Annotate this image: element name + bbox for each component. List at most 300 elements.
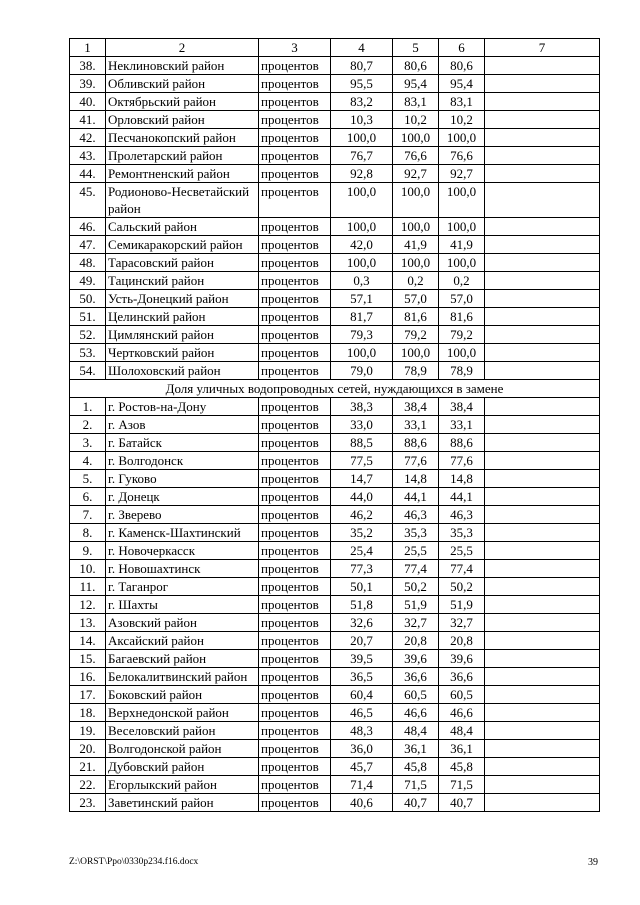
row-number: 2. [70,416,106,434]
row-unit: процентов [259,614,331,632]
row-unit: процентов [259,758,331,776]
table-row [70,506,600,524]
row-number: 23. [70,794,106,812]
row-value-col4: 25,4 [331,542,393,560]
row-empty-col7 [485,362,600,380]
row-value-col4: 44,0 [331,488,393,506]
row-value-col4: 20,7 [331,632,393,650]
row-number: 4. [70,452,106,470]
table-row [70,111,600,129]
row-empty-col7 [485,434,600,452]
table-row [70,183,600,218]
row-unit: процентов [259,560,331,578]
table-row [70,326,600,344]
row-value-col5: 0,2 [393,272,439,290]
row-value-col6: 83,1 [439,93,485,111]
row-unit: процентов [259,470,331,488]
row-unit: процентов [259,165,331,183]
row-name: Волгодонской район [106,740,259,758]
row-value-col6: 88,6 [439,434,485,452]
row-value-col4: 77,5 [331,452,393,470]
row-value-col6: 77,4 [439,560,485,578]
row-value-col4: 100,0 [331,344,393,362]
table-row [70,75,600,93]
row-empty-col7 [485,740,600,758]
row-unit: процентов [259,704,331,722]
row-value-col5: 77,6 [393,452,439,470]
row-unit: процентов [259,57,331,75]
row-value-col6: 100,0 [439,254,485,272]
row-name: г. Азов [106,416,259,434]
row-value-col6: 92,7 [439,165,485,183]
row-name: Семикаракорский район [106,236,259,254]
row-value-col6: 46,3 [439,506,485,524]
table-row [70,560,600,578]
row-empty-col7 [485,147,600,165]
table-row [70,57,600,75]
row-value-col6: 57,0 [439,290,485,308]
row-unit: процентов [259,578,331,596]
header-cell-7: 7 [485,39,600,57]
table-row [70,740,600,758]
row-value-col4: 39,5 [331,650,393,668]
row-number: 53. [70,344,106,362]
row-number: 41. [70,111,106,129]
row-value-col5: 44,1 [393,488,439,506]
row-value-col4: 10,3 [331,111,393,129]
table-row [70,650,600,668]
row-empty-col7 [485,75,600,93]
row-number: 40. [70,93,106,111]
row-unit: процентов [259,542,331,560]
row-value-col4: 57,1 [331,290,393,308]
row-value-col5: 92,7 [393,165,439,183]
row-number: 47. [70,236,106,254]
row-value-col4: 100,0 [331,218,393,236]
row-number: 38. [70,57,106,75]
row-value-col4: 100,0 [331,129,393,147]
section-row [70,380,600,398]
table-row [70,93,600,111]
row-value-col6: 39,6 [439,650,485,668]
row-value-col4: 76,7 [331,147,393,165]
row-value-col6: 100,0 [439,218,485,236]
row-number: 19. [70,722,106,740]
row-empty-col7 [485,470,600,488]
header-row [70,39,600,57]
row-value-col6: 36,6 [439,668,485,686]
row-name: г. Волгодонск [106,452,259,470]
row-value-col6: 0,2 [439,272,485,290]
header-cell-2: 2 [106,39,259,57]
row-value-col4: 80,7 [331,57,393,75]
row-value-col4: 71,4 [331,776,393,794]
row-value-col4: 0,3 [331,272,393,290]
row-value-col6: 44,1 [439,488,485,506]
row-name: Усть-Донецкий район [106,290,259,308]
table-row [70,290,600,308]
row-name: Аксайский район [106,632,259,650]
row-name: Обливский район [106,75,259,93]
table-row [70,722,600,740]
row-unit: процентов [259,452,331,470]
row-empty-col7 [485,488,600,506]
row-value-col5: 50,2 [393,578,439,596]
table-row [70,614,600,632]
data-table [69,38,600,812]
row-value-col5: 20,8 [393,632,439,650]
row-empty-col7 [485,57,600,75]
row-empty-col7 [485,165,600,183]
row-number: 48. [70,254,106,272]
page-number: 39 [588,857,598,868]
row-name: Неклиновский район [106,57,259,75]
row-value-col4: 48,3 [331,722,393,740]
row-empty-col7 [485,129,600,147]
row-empty-col7 [485,452,600,470]
row-value-col4: 77,3 [331,560,393,578]
row-empty-col7 [485,416,600,434]
row-value-col6: 78,9 [439,362,485,380]
row-value-col5: 33,1 [393,416,439,434]
row-number: 49. [70,272,106,290]
row-value-col5: 46,6 [393,704,439,722]
header-cell-6: 6 [439,39,485,57]
table-row [70,668,600,686]
row-name: Целинский район [106,308,259,326]
row-name: г. Каменск-Шахтинский [106,524,259,542]
row-unit: процентов [259,344,331,362]
row-value-col6: 33,1 [439,416,485,434]
row-name: Сальский район [106,218,259,236]
row-number: 18. [70,704,106,722]
row-number: 42. [70,129,106,147]
row-value-col6: 100,0 [439,344,485,362]
row-name: Боковский район [106,686,259,704]
row-name: Ремонтненский район [106,165,259,183]
row-empty-col7 [485,183,600,218]
row-number: 13. [70,614,106,632]
row-unit: процентов [259,183,331,218]
row-value-col6: 77,6 [439,452,485,470]
row-value-col4: 60,4 [331,686,393,704]
row-value-col5: 80,6 [393,57,439,75]
row-value-col5: 40,7 [393,794,439,812]
row-value-col5: 48,4 [393,722,439,740]
row-value-col6: 40,7 [439,794,485,812]
row-empty-col7 [485,506,600,524]
row-unit: процентов [259,776,331,794]
row-unit: процентов [259,398,331,416]
table-row [70,596,600,614]
row-value-col6: 20,8 [439,632,485,650]
row-value-col4: 51,8 [331,596,393,614]
row-value-col5: 38,4 [393,398,439,416]
row-value-col6: 81,6 [439,308,485,326]
row-name: г. Донецк [106,488,259,506]
table-row [70,308,600,326]
row-value-col5: 100,0 [393,344,439,362]
table-row [70,686,600,704]
row-empty-col7 [485,236,600,254]
row-value-col5: 79,2 [393,326,439,344]
row-empty-col7 [485,704,600,722]
table-row [70,524,600,542]
row-unit: процентов [259,326,331,344]
row-name: Орловский район [106,111,259,129]
row-name: Цимлянский район [106,326,259,344]
row-name: Дубовский район [106,758,259,776]
row-name: г. Таганрог [106,578,259,596]
table-row [70,398,600,416]
table-row [70,236,600,254]
row-unit: процентов [259,129,331,147]
row-empty-col7 [485,93,600,111]
row-unit: процентов [259,147,331,165]
row-value-col5: 76,6 [393,147,439,165]
row-value-col6: 100,0 [439,183,485,218]
table-row [70,254,600,272]
row-unit: процентов [259,236,331,254]
row-empty-col7 [485,398,600,416]
row-unit: процентов [259,75,331,93]
row-value-col6: 48,4 [439,722,485,740]
row-value-col6: 38,4 [439,398,485,416]
row-value-col4: 42,0 [331,236,393,254]
row-value-col4: 81,7 [331,308,393,326]
row-name: г. Зверево [106,506,259,524]
row-value-col4: 38,3 [331,398,393,416]
row-value-col4: 32,6 [331,614,393,632]
row-unit: процентов [259,290,331,308]
row-number: 1. [70,398,106,416]
row-unit: процентов [259,93,331,111]
row-name: Тацинский район [106,272,259,290]
row-value-col4: 92,8 [331,165,393,183]
row-value-col4: 33,0 [331,416,393,434]
row-value-col5: 78,9 [393,362,439,380]
row-number: 39. [70,75,106,93]
row-number: 5. [70,470,106,488]
row-number: 20. [70,740,106,758]
row-value-col5: 36,6 [393,668,439,686]
row-empty-col7 [485,614,600,632]
row-name: Егорлыкский район [106,776,259,794]
row-value-col5: 25,5 [393,542,439,560]
row-value-col5: 71,5 [393,776,439,794]
row-name: Родионово-Несветайский район [106,183,259,218]
row-name: г. Батайск [106,434,259,452]
table-row [70,452,600,470]
row-value-col5: 95,4 [393,75,439,93]
row-value-col5: 39,6 [393,650,439,668]
row-value-col5: 10,2 [393,111,439,129]
row-unit: процентов [259,686,331,704]
row-unit: процентов [259,632,331,650]
row-value-col5: 51,9 [393,596,439,614]
row-value-col6: 100,0 [439,129,485,147]
row-name: Заветинский район [106,794,259,812]
row-empty-col7 [485,650,600,668]
row-name: Веселовский район [106,722,259,740]
row-empty-col7 [485,776,600,794]
row-unit: процентов [259,722,331,740]
row-value-col4: 45,7 [331,758,393,776]
row-value-col4: 36,0 [331,740,393,758]
row-unit: процентов [259,524,331,542]
table-row [70,344,600,362]
row-name: Шолоховский район [106,362,259,380]
row-number: 15. [70,650,106,668]
row-value-col5: 57,0 [393,290,439,308]
row-name: г. Новочеркасск [106,542,259,560]
row-name: Азовский район [106,614,259,632]
row-value-col5: 88,6 [393,434,439,452]
row-empty-col7 [485,254,600,272]
row-unit: процентов [259,218,331,236]
row-value-col5: 81,6 [393,308,439,326]
footer-file-path: Z:\ORST\Ppo\0330p234.f16.docx [69,857,199,867]
row-number: 11. [70,578,106,596]
row-empty-col7 [485,290,600,308]
row-unit: процентов [259,254,331,272]
header-cell-3: 3 [259,39,331,57]
row-value-col6: 50,2 [439,578,485,596]
row-value-col5: 41,9 [393,236,439,254]
row-number: 51. [70,308,106,326]
row-name: Октябрьский район [106,93,259,111]
row-empty-col7 [485,758,600,776]
row-unit: процентов [259,794,331,812]
table-row [70,488,600,506]
row-unit: процентов [259,272,331,290]
row-value-col6: 51,9 [439,596,485,614]
row-empty-col7 [485,668,600,686]
row-value-col5: 14,8 [393,470,439,488]
row-unit: процентов [259,506,331,524]
row-number: 17. [70,686,106,704]
row-empty-col7 [485,308,600,326]
row-number: 9. [70,542,106,560]
table-row [70,416,600,434]
row-name: г. Гуково [106,470,259,488]
table-row [70,129,600,147]
row-value-col6: 80,6 [439,57,485,75]
row-value-col4: 46,5 [331,704,393,722]
row-value-col4: 79,0 [331,362,393,380]
row-value-col6: 95,4 [439,75,485,93]
row-value-col4: 95,5 [331,75,393,93]
row-empty-col7 [485,560,600,578]
row-value-col4: 14,7 [331,470,393,488]
row-value-col4: 40,6 [331,794,393,812]
row-name: Верхнедонской район [106,704,259,722]
row-value-col5: 100,0 [393,183,439,218]
row-value-col6: 36,1 [439,740,485,758]
row-empty-col7 [485,524,600,542]
header-cell-5: 5 [393,39,439,57]
row-number: 8. [70,524,106,542]
row-value-col5: 36,1 [393,740,439,758]
table-row [70,218,600,236]
row-empty-col7 [485,218,600,236]
row-number: 22. [70,776,106,794]
row-value-col4: 36,5 [331,668,393,686]
row-number: 43. [70,147,106,165]
row-value-col6: 41,9 [439,236,485,254]
row-empty-col7 [485,794,600,812]
row-value-col4: 88,5 [331,434,393,452]
header-cell-4: 4 [331,39,393,57]
row-value-col6: 35,3 [439,524,485,542]
row-empty-col7 [485,272,600,290]
row-value-col6: 60,5 [439,686,485,704]
row-value-col6: 45,8 [439,758,485,776]
row-value-col4: 100,0 [331,183,393,218]
row-value-col4: 50,1 [331,578,393,596]
row-number: 54. [70,362,106,380]
row-number: 7. [70,506,106,524]
table-row [70,362,600,380]
row-empty-col7 [485,344,600,362]
row-unit: процентов [259,668,331,686]
row-empty-col7 [485,596,600,614]
row-number: 46. [70,218,106,236]
row-value-col5: 46,3 [393,506,439,524]
row-value-col4: 46,2 [331,506,393,524]
row-number: 6. [70,488,106,506]
row-number: 10. [70,560,106,578]
row-value-col6: 46,6 [439,704,485,722]
row-name: г. Ростов-на-Дону [106,398,259,416]
row-value-col5: 45,8 [393,758,439,776]
row-name: г. Новошахтинск [106,560,259,578]
table-row [70,632,600,650]
row-value-col5: 100,0 [393,254,439,272]
row-empty-col7 [485,326,600,344]
row-value-col5: 100,0 [393,129,439,147]
row-number: 16. [70,668,106,686]
table-row [70,578,600,596]
row-name: г. Шахты [106,596,259,614]
row-unit: процентов [259,362,331,380]
row-name: Пролетарский район [106,147,259,165]
table-row [70,434,600,452]
row-value-col5: 83,1 [393,93,439,111]
row-unit: процентов [259,650,331,668]
row-value-col6: 79,2 [439,326,485,344]
row-value-col6: 71,5 [439,776,485,794]
row-number: 14. [70,632,106,650]
row-name: Чертковский район [106,344,259,362]
table-row [70,776,600,794]
row-value-col6: 14,8 [439,470,485,488]
table-row [70,704,600,722]
row-unit: процентов [259,740,331,758]
section-title: Доля уличных водопроводных сетей, нуждающихся в замене [70,380,600,398]
row-value-col6: 32,7 [439,614,485,632]
row-value-col4: 83,2 [331,93,393,111]
row-name: Песчанокопский район [106,129,259,147]
row-number: 50. [70,290,106,308]
row-empty-col7 [485,111,600,129]
row-value-col5: 35,3 [393,524,439,542]
row-empty-col7 [485,578,600,596]
row-unit: процентов [259,434,331,452]
row-value-col4: 100,0 [331,254,393,272]
row-empty-col7 [485,632,600,650]
table-row [70,470,600,488]
